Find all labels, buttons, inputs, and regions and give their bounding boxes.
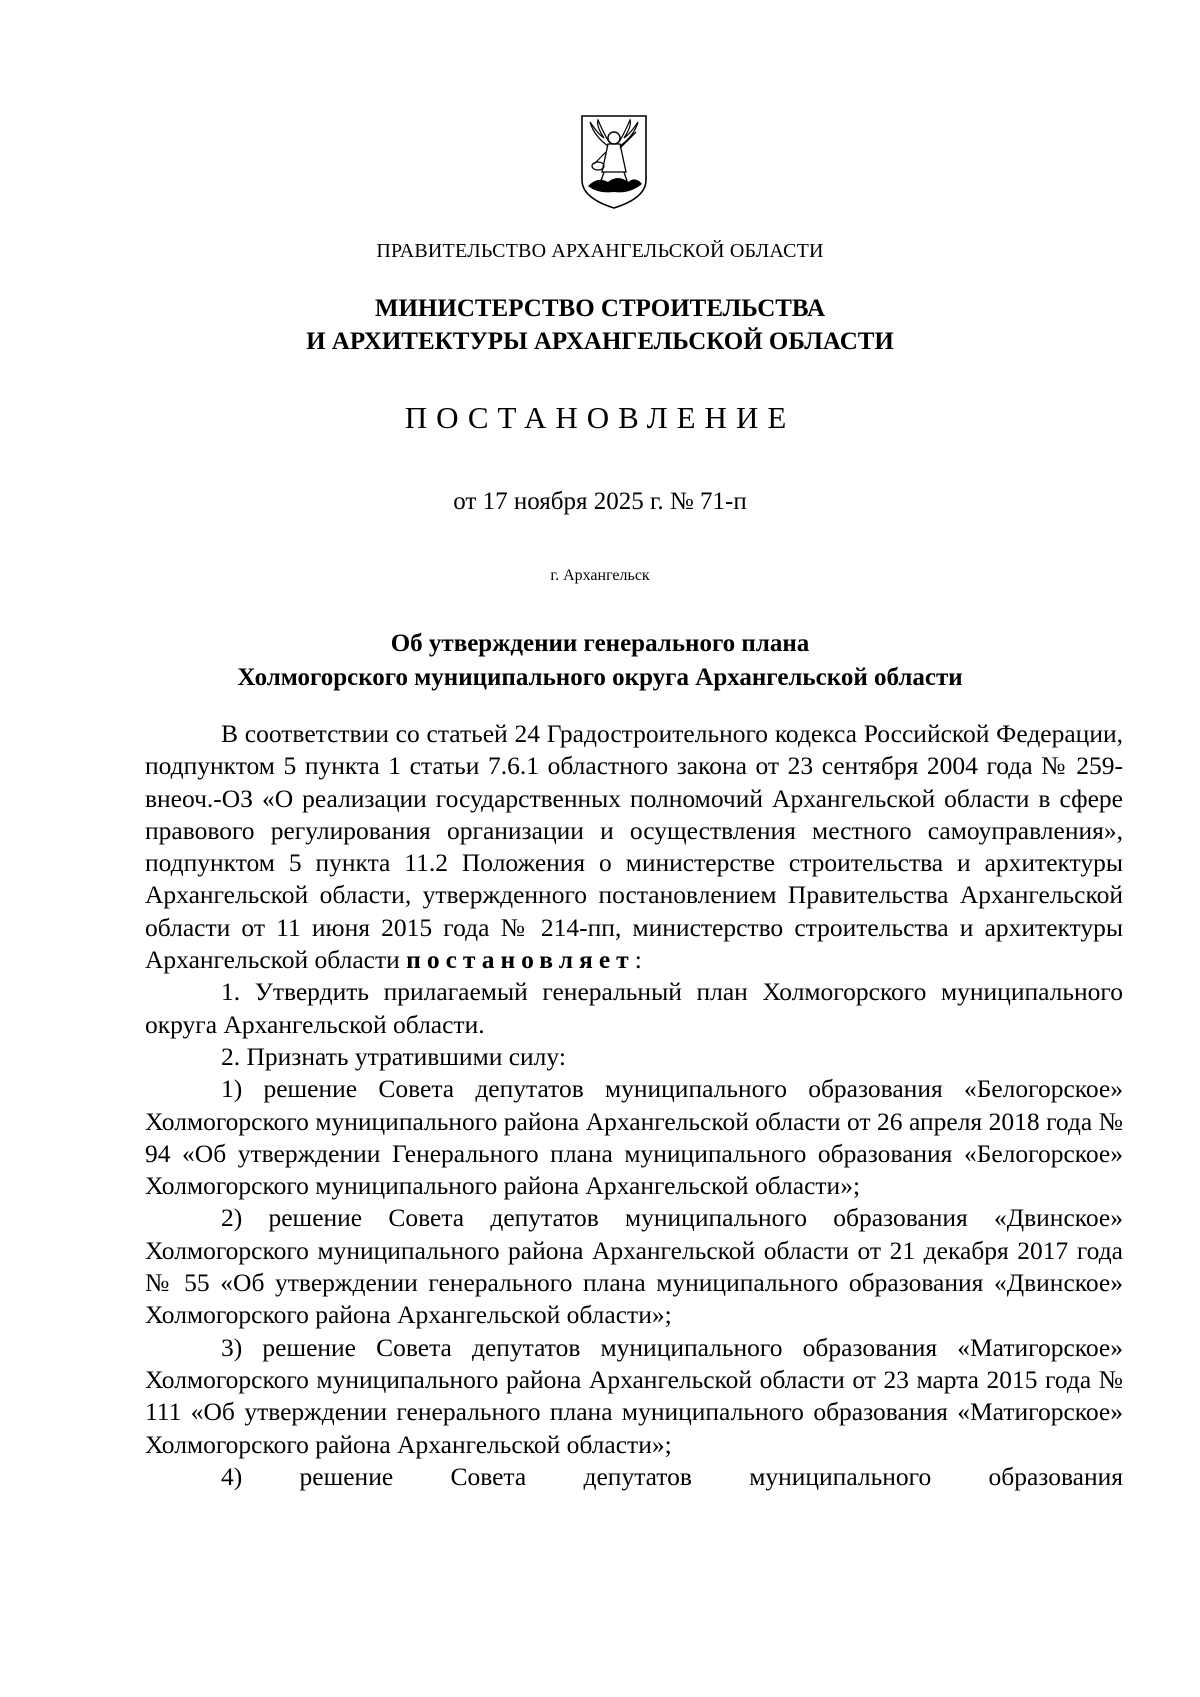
ministry-line-2: И АРХИТЕКТУРЫ АРХАНГЕЛЬСКОЙ ОБЛАСТИ (306, 328, 894, 355)
document-number: от 17 ноября 2025 г. № 71-п (453, 488, 747, 515)
sub-item-3-paragraph: 3) решение Совета депутатов муниципального образования «Матигорское» Холмогорского муниципального района Архангельской области от 23 марта 2015 года № 111 «Об утверждении генерального плана муниципального образования «Матигорское» Холмогорского района Архангельской области»; (145, 1332, 1123, 1459)
sub-item-2-paragraph: 2) решение Совета депутатов муниципального образования «Двинское» Холмогорского муниципального района Архангельской области от 21 декабря 2017 года № 55 «Об утверждении генерального плана муниципального образования «Двинское» Холмогорского района Архангельской области»; (145, 1203, 1123, 1330)
city-name: г. Архангельск (550, 567, 650, 584)
document-title (0, 627, 1200, 695)
ministry-name (0, 292, 1200, 358)
resolution-keyword: постановляет (406, 945, 635, 975)
item-2-paragraph: 2. Признать утратившими силу: (221, 1041, 566, 1071)
preamble-text: В соответствии со статьей 24 Градостроительного кодекса Российской Федерации, подпунктом 5 пункта 1 статьи 7.6.1 областного закона от 23 сентября 2004 года № 259-внеоч.-ОЗ «О реализации государственных полномочий Архангельской области в сфере правового регулирования организации и осуществления местного самоуправления», подпунктом 5 пункта 11.2 Положения о министерстве строительства и архитектуры Архангельской области, утвержденного постановлением Правительства Архангельской области от 11 июня 2015 года № 214-пп, министерство строительства и архитектуры Архангельской области (145, 719, 1123, 975)
title-line-2: Холмогорского муниципального округа Архангельской области (237, 664, 963, 691)
sub-item-4-paragraph: 4) решение Совета депутатов муниципального образования (221, 1461, 1123, 1491)
ministry-line-1: МИНИСТЕРСТВО СТРОИТЕЛЬСТВА (374, 295, 826, 322)
document-type: ПОСТАНОВЛЕНИЕ (404, 400, 796, 435)
coat-of-arms-icon (578, 112, 650, 212)
item-1-paragraph: 1. Утвердить прилагаемый генеральный план Холмогорского муниципального округа Архангельской области. (145, 977, 1123, 1039)
preamble-paragraph (145, 718, 1123, 976)
government-name: ПРАВИТЕЛЬСТВО АРХАНГЕЛЬСКОЙ ОБЛАСТИ (376, 240, 824, 262)
title-line-1: Об утверждении генерального плана (390, 630, 810, 657)
sub-item-1-paragraph: 1) решение Совета депутатов муниципального образования «Белогорское» Холмогорского муниципального района Архангельской области от 26 апреля 2018 года № 94 «Об утверждении Генерального плана муниципального образования «Белогорское» Холмогорского муниципального района Архангельской области»; (145, 1074, 1123, 1201)
document-body (145, 718, 1123, 1493)
preamble-end: : (634, 945, 642, 975)
